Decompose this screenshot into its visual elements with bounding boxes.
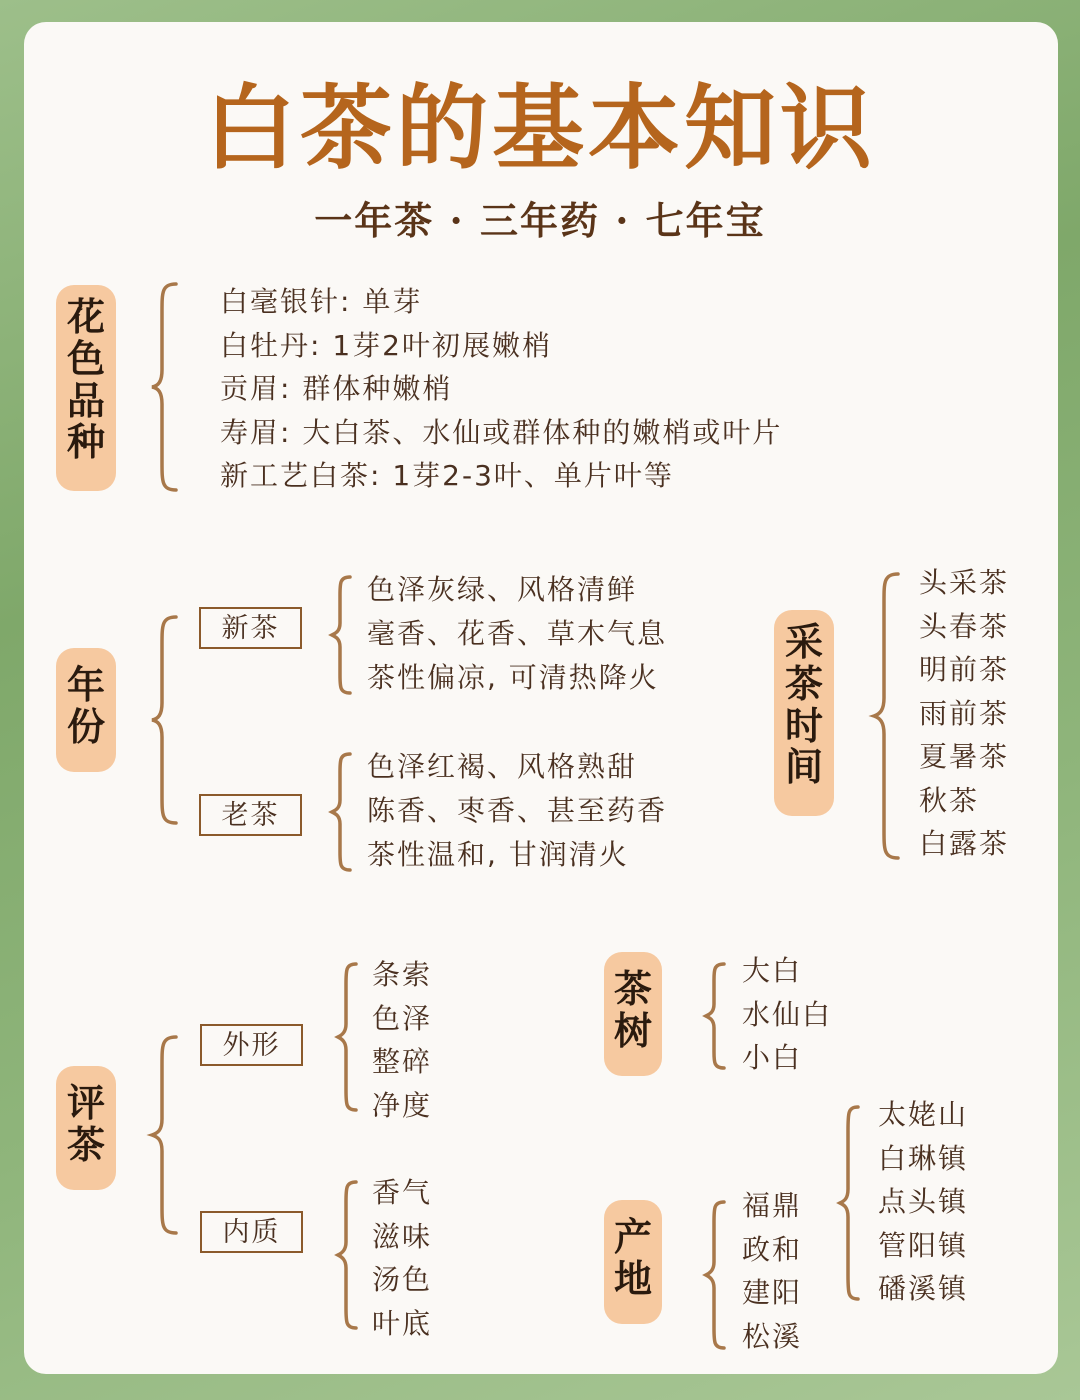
variety-item: 新工艺白茶: 1芽2-3叶、单片叶等 [220, 459, 674, 492]
category-evaluate: 评茶 [56, 1066, 116, 1190]
bracket-variety [150, 282, 180, 492]
origin-item: 福鼎 [742, 1189, 803, 1222]
bracket-quality [336, 1180, 358, 1330]
picking-item: 头春茶 [919, 609, 1010, 643]
bracket-evaluate [150, 1035, 180, 1235]
picking-item: 白露茶 [919, 827, 1010, 860]
shape-item: 色泽 [372, 1001, 433, 1035]
category-origin: 产地 [604, 1200, 662, 1324]
shape-item: 整碎 [372, 1045, 433, 1078]
town-item: 管阳镇 [878, 1228, 969, 1262]
category-picking-time: 采茶时间 [774, 610, 834, 816]
bracket-tree [704, 962, 726, 1070]
old-tea-item: 色泽红褐、风格熟甜 [367, 750, 638, 783]
picking-list [919, 561, 1009, 866]
shape-item: 条索 [372, 958, 433, 991]
bracket-fuding [838, 1105, 860, 1301]
bracket-shape [336, 962, 358, 1112]
old-tea-list [367, 745, 667, 877]
tree-list [742, 949, 832, 1080]
bracket-origin [704, 1200, 726, 1350]
town-item: 太姥山 [878, 1098, 969, 1131]
variety-item: 贡眉: 群体种嫩梢 [220, 372, 453, 405]
picking-item: 夏暑茶 [919, 740, 1010, 773]
variety-item: 白牡丹: 1芽2叶初展嫩梢 [220, 328, 552, 362]
new-tea-item: 茶性偏凉, 可清热降火 [367, 661, 659, 694]
sub-quality: 内质 [200, 1211, 303, 1253]
variety-item: 寿眉: 大白茶、水仙或群体种的嫩梢或叶片 [220, 415, 783, 449]
new-tea-item: 毫香、花香、草木气息 [367, 617, 668, 650]
origin-item: 松溪 [742, 1319, 803, 1353]
quality-item: 叶底 [372, 1306, 433, 1340]
town-item: 磻溪镇 [878, 1272, 969, 1305]
sub-new-tea: 新茶 [199, 607, 302, 649]
shape-item: 净度 [372, 1088, 433, 1122]
tree-item: 小白 [742, 1041, 803, 1074]
bracket-old-tea [330, 752, 352, 872]
page-subtitle: 一年茶 · 三年药 · 七年宝 [314, 198, 766, 243]
picking-item: 雨前茶 [919, 696, 1010, 730]
variety-list [220, 280, 782, 498]
bracket-picking [872, 572, 902, 860]
page-title: 白茶的基本知识 [203, 74, 876, 182]
fuding-town-list [878, 1093, 968, 1311]
town-item: 白琳镇 [878, 1141, 969, 1175]
category-tree: 茶树 [604, 952, 662, 1076]
origin-item: 建阳 [742, 1276, 803, 1309]
quality-item: 汤色 [372, 1263, 433, 1296]
sub-shape: 外形 [200, 1024, 303, 1066]
origin-item: 政和 [742, 1232, 803, 1266]
bracket-age [150, 615, 180, 825]
sub-old-tea: 老茶 [199, 794, 302, 836]
quality-item: 香气 [372, 1176, 433, 1209]
cat-char: 花色品种 [66, 295, 105, 465]
quality-item: 滋味 [372, 1219, 433, 1253]
bracket-new-tea [330, 575, 352, 695]
category-variety [56, 285, 116, 491]
tree-item: 大白 [742, 954, 803, 987]
picking-item: 头采茶 [919, 566, 1010, 599]
origin-list [742, 1184, 802, 1358]
old-tea-item: 陈香、枣香、甚至药香 [367, 794, 668, 827]
old-tea-item: 茶性温和, 甘润清火 [367, 838, 629, 871]
new-tea-list [367, 568, 667, 700]
shape-list [372, 953, 432, 1127]
new-tea-item: 色泽灰绿、风格清鲜 [367, 573, 638, 606]
town-item: 点头镇 [878, 1185, 969, 1218]
category-age: 年份 [56, 648, 116, 772]
quality-list [372, 1171, 432, 1345]
picking-item: 明前茶 [919, 653, 1010, 686]
variety-item: 白毫银针: 单芽 [220, 285, 423, 318]
picking-item: 秋茶 [919, 783, 980, 817]
tree-item: 水仙白 [742, 997, 833, 1031]
